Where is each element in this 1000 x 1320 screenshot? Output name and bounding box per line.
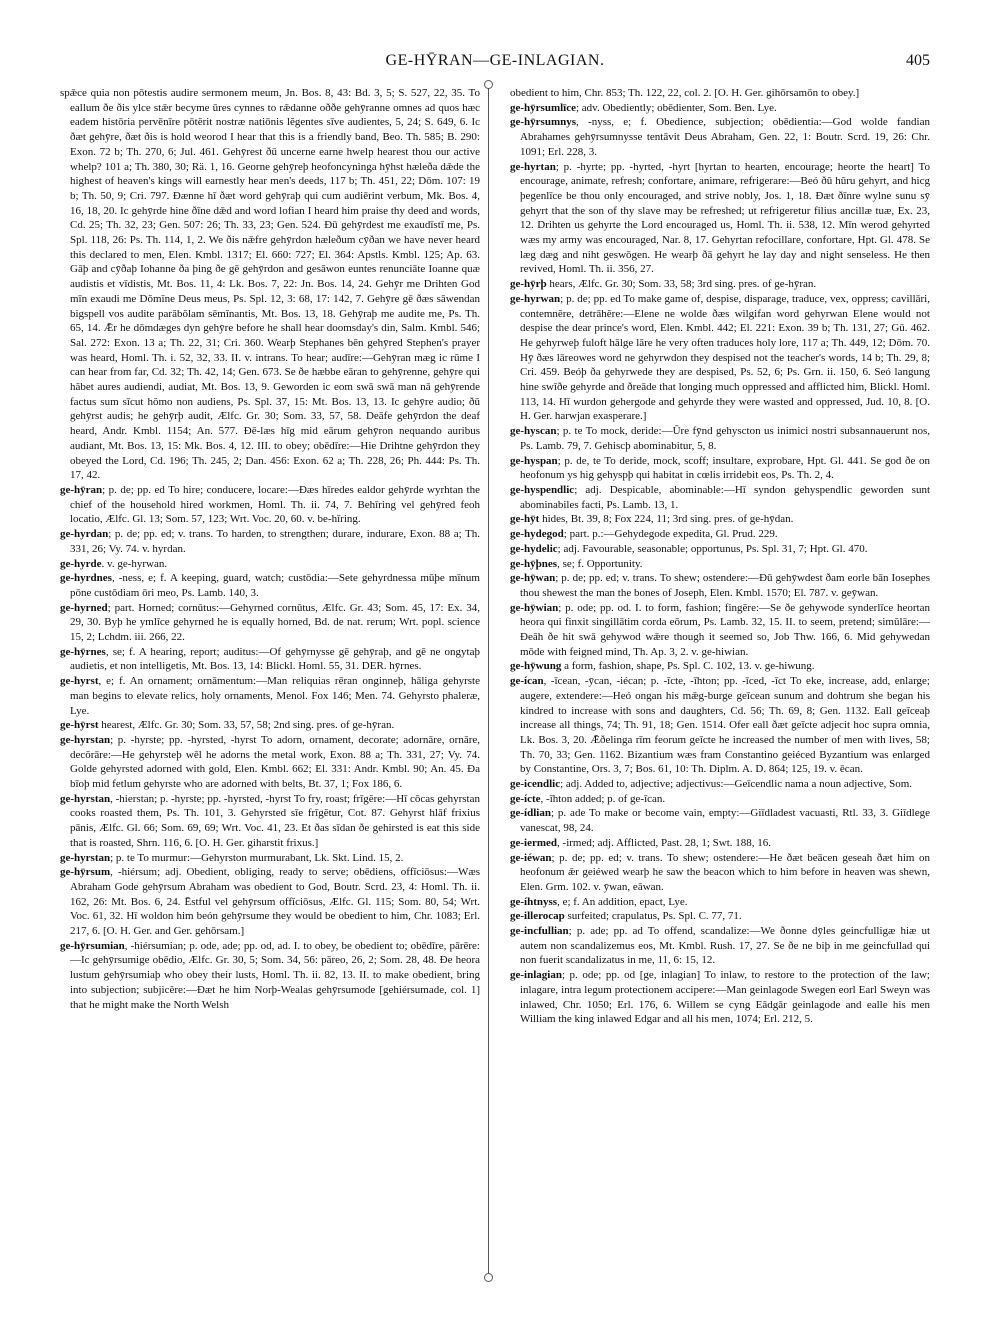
entry-headword: ge-icendlic bbox=[510, 778, 561, 791]
dictionary-entry bbox=[510, 895, 930, 910]
entry-text: ; p. -hyrte; pp. -hyrted, -hyrt [hyrtan to hearten, encourage; heorte the heart] To encourage, animate, refresh; confortare, animare, refrigerare:—Beó ðū hūru gehyrt, and hicg þegenlīce be thou only encouraged, and strive nobly, Jos. 1, 18. Ðæt ðīnre wylne sunu sȳ gehyrt that the son of thy slave may be refreshed; ut refrigeretur filius ancillæ tuæ, Ex. 23, 12. Drihten us gehyrte the Lord encouraged us, Homl. Th. ii. 538, 12. Mīn werod gehyrted wæs my army was encouraged, Nar. 8, 17. Gehyrtan refocillare, confortare, Hpt. Gl. 478. Se læg dæg and niht geswōgen. He wearþ ðā gehyrt he lay day and night senseless. He then revived, Homl. Th. ii. 356, 27. bbox=[520, 160, 930, 276]
dictionary-entry bbox=[510, 777, 930, 792]
entry-headword: ge-hȳþnes bbox=[510, 557, 558, 570]
entry-headword: ge-illerocap bbox=[510, 910, 565, 923]
dictionary-entry bbox=[60, 939, 480, 1013]
entry-headword: ge-hyrwan bbox=[510, 292, 561, 305]
entry-headword: ge-hydelic bbox=[510, 542, 558, 555]
dictionary-entry bbox=[60, 601, 480, 645]
running-head: GE-HȲRAN—GE-INLAGIAN. bbox=[385, 52, 605, 69]
entry-text: , se; f. Opportunity. bbox=[557, 557, 643, 570]
entry-text: hearest, Ælfc. Gr. 30; Som. 33, 57, 58; 2nd sing. pres. of ge-hȳran. bbox=[98, 719, 395, 732]
left-column bbox=[60, 86, 480, 1286]
dictionary-entry bbox=[60, 571, 480, 600]
entry-headword: ge-iéwan bbox=[510, 851, 552, 864]
right-column bbox=[510, 86, 930, 1286]
dictionary-entry bbox=[60, 792, 480, 851]
entry-text: , -irmed; adj. Afflicted, Past. 28, 1; Swt. 188, 16. bbox=[557, 836, 772, 849]
dictionary-entry bbox=[510, 160, 930, 278]
entry-text: ; p. de; pp. ed To hire; conducere, locare:—Ðæs hīredes ealdor gehȳrde wyrhtan the chief of the household hired workmen, Homl. Th. ii. 74, 7. Behīring vel gehȳred feoh locatio, Ælfc. Gl. 13; Som. 57, 123; Wrt. Voc. 20, 60. v. be-hīring. bbox=[70, 483, 480, 526]
dictionary-entry bbox=[510, 115, 930, 159]
entry-text: , e; f. An addition, epact, Lye. bbox=[557, 895, 688, 908]
entry-headword: ge-hȳwung bbox=[510, 660, 562, 673]
dictionary-entry bbox=[60, 733, 480, 792]
entry-text: ; p. ade To make or become vain, empty:—Giīdladest vacuasti, Rtl. 33, 3. Giīdlege vanescat, 98, 24. bbox=[520, 807, 930, 835]
entry-headword: ge-hyrstan bbox=[60, 792, 111, 805]
entry-headword: ge-hȳrsum bbox=[60, 866, 111, 879]
entry-text: ; p. de; pp. ed To make game of, despise, disparage, traduce, vex, oppress; cavillāri, contemnĕre, detrāhĕre:—Elene ne wolde ðæs wilgifan word gehyrwan Elene would not despise the dear prince's word, Elen. Kmbl. 442; El. 221: Exon. 39 b; Th. 131, 27; Gū. 462. He gehyrweþ fuloft hālge lāre he very often traduces holy lore, 117 a; Th. 449, 12; Dōm. 70. Hȳ ðæs lāreowes word ne gehyrwdon they despised not the teacher's words, 14 b; Th. 29, 8; Cri. 459. Beóþ ða gehyrwede they are despised, Ps. 52, 6; Ps. Grn. ii. 150, 6. Seó langung hine swīðe gehyrde and ðreāde that longing much oppressed and afflicted him, Blickl. Homl. 113, 14. Hī wurdon gehergode and gehyrde they were wasted and oppressed, Jud. 10, 8. [O. H. Ger. harwjan exasperare.] bbox=[520, 292, 930, 423]
entry-headword: ge-hyrstan bbox=[60, 851, 111, 864]
dictionary-entry bbox=[60, 674, 480, 718]
dictionary-entry bbox=[510, 101, 930, 116]
entry-text: hears, Ælfc. Gr. 30; Som. 33, 58; 3rd sing. pres. of ge-hȳran. bbox=[546, 278, 817, 291]
entry-text: surfeited; crapulatus, Ps. Spl. C. 77, 71. bbox=[564, 910, 742, 923]
entry-headword: ge-hyspendlic bbox=[510, 483, 575, 496]
entry-headword: ge-hyrtan bbox=[510, 160, 556, 173]
entry-text: ; part. Horned; cornūtus:—Gehyrned cornūtus, Ælfc. Gr. 43; Som. 45, 17: Ex. 34, 29, 30. Byþ he ymlīce gehyrned he is equally horned, Bd. de nat. rerum; Wrt. popl. science 15, 2; Lchdm. iii. 266, 22. bbox=[70, 601, 480, 644]
entry-headword: ge-hȳrsumlīce bbox=[510, 101, 576, 114]
entry-text: ; p. de; pp. ed; v. trans. To shew; ostendere:—He ðæt beācen geseah ðæt him on heofonum ǣr geiéwed wearþ he saw the beacon which to him before in heaven was shewn, Elen. Grm. 102. v. ȳwan, eāwan. bbox=[520, 851, 930, 893]
entry-headword: ge-hydegod bbox=[510, 528, 564, 541]
entry-headword: ge-hȳwian bbox=[510, 601, 559, 614]
dictionary-entry bbox=[60, 86, 480, 483]
entry-headword: ge-hyrstan bbox=[60, 733, 111, 746]
entry-text: ; p. de; pp. ed; v. trans. To harden, to strengthen; durare, indurare, Exon. 88 a; Th. 331, 26; Vy. 74. v. hyrdan. bbox=[70, 528, 480, 555]
dictionary-entry bbox=[510, 557, 930, 572]
entry-text: spǣce quia non pōtestis audire sermonem meum, Jn. Bos. 8, 43: Bd. 3, 5; S. 527, 22, 35. To eallum ðe ðis ylce stǣr becyme ūres cynnes to rǣdanne oððe gehȳranne omnes ad quos hæc eadem histōria pervēnīre pōtĕrit nostræ natiōnis lĕgentes sīve audientes, 5, 24; S. 649, 6. Ic ðæt gehȳre, ðæt ðis is hold weorod I hear that this is a friendly band, Beo. Th. 585; B. 290: Exon. 72 b; Th. 270, 6; Jul. 461. Gehȳrest ðū uncerne earne hwelp hearest thou our active whelp? 101 a; Th. 380, 30; Rä. 1, 16. Georne gehȳreþ heofoncyninga hȳhst hæleða dǣde the highest of heaven's kings will earnestly hear men's deeds, 117 b; Th. 451, 22; Dōm. 107: 19 b; Th. 50, 9; Cri. 797. Ðænne hī ðæt word gehȳraþ qui cum audiērint verbum, Mk. Bos. 4, 16, 18, 20. Ic gehȳrde hine ðīne dǣd and word lofian I heard him praise thy deed and words, Cd. 25; Th. 32, 23; Gen. 507: 26; Th. 33, 23; Gen. 524. Ðū gehȳrdest me exaudīstī me, Ps. Spl. 118, 26: Ps. Th. 114, 1, 2. We ðis nǣfre gehȳrdon hæleðum cȳðan we have never heard this declared to men, Elen. Kmbl. 1317; El. 660: 727; El. 364: Apstls. Kmbl. 125; Ap. 63. Gāþ and cȳðaþ Iohanne ða þing ðe gē gehȳrdon and gesāwon euntes renunciāte Ioanne quæ audistis et vīdistis, Mt. Bos. 11, 4: Lk. Bos. 7, 22: Jn. Bos. 14, 24. Gehȳr me Drihten God mīn exaudi me Dŏmĭne Deus meus, Ps. Spl. 12, 3: 68, 17: 142, 7. Gehȳre gē ðæs sāwendan bigspell vos audite parăbŏlam sēmĭnantis, Mt. Bos. 13, 18. Gehȳraþ me audite me, Ps. Th. 65, 14. Ǣr he dōmdæges dyn gehȳre before he shall hear doomsday's din, Salm. Kmbl. 546; Sal. 272: Exon. 13 a; Th. 22, 31; Cri. 360. Wearþ Stephanes bēn gehȳred Stephen's prayer was heard, Homl. Th. i. 52, 32, 33. II. v. intrans. To hear; audīre:—Gehȳran mæg ic rūme I can hear from far, Cd. 32; Th. 42, 14; Gen. 673. Se ðe hæbbe eāran to gehȳrenne, gehȳre qui hăbet aures audiendi, audiat, Mt. Bos. 13, 9. Geworden ic eom swā swā man nā gehȳrende factus sum sīcut hŏmo non audiens, Ps. Spl. 37, 15: Mt. Bos. 13, 13. Ic gehȳre audio; ðū gehȳrst audis; he gehȳrþ audit, Ælfc. Gr. 30; Som. 33, 57, 58. Deāfe gehȳrdon the deaf heard, Andr. Kmbl. 1154; An. 577. Ðē-læs hīg mid eārum gehȳron nequando auribus audiant, Mt. Bos. 13, 15: Mk. Bos. 4, 12. III. to obey; obēdīre:—Hie Drihtne gehȳrdon they obeyed the Lord, Cd. 196; Th. 245, 2; Dan. 456: Exon. 62 a; Th. 228, 26; Ph. 444: Ps. Th. 17, 42. bbox=[60, 87, 480, 482]
dictionary-entry bbox=[510, 659, 930, 674]
dictionary-entry bbox=[510, 424, 930, 453]
entry-text: , -hierstan; p. -hyrste; pp. -hyrsted, -hyrst To fry, roast; frīgĕre:—Hī cōcas gehyrstan cooks roasted them, Ps. Th. 101, 3. Gehyrsted sīe frīgĕtur, Cot. 87. Gehyrst hlāf frixius pānis, Ælfc. Gl. 66; Som. 69, 69; Wrt. Voc. 41, 23. Et ðas sīdan ðe gehirsted is eat this side that is roasted, Shrn. 116, 6. [O. H. Ger. giharstit frixus.] bbox=[70, 792, 480, 849]
dictionary-entry bbox=[510, 851, 930, 895]
entry-headword: ge-hyspan bbox=[510, 454, 558, 467]
entry-text: ; p. de, te To deride, mock, scoff; insultare, exprobare, Hpt. Gl. 441. Se god ðe on heofonum ys hig gehyspþ qui habitat in cœlis irridebit eos, Ps. Th. 2, 4. bbox=[520, 454, 930, 482]
dictionary-entry bbox=[60, 483, 480, 527]
dictionary-entry bbox=[510, 527, 930, 542]
dictionary-entry bbox=[510, 277, 930, 292]
entry-headword: ge-incfullian bbox=[510, 925, 569, 938]
dictionary-entry bbox=[510, 454, 930, 483]
entry-text: ; p. de; pp. ed; v. trans. To shew; ostendere:—Ðū gehȳwdest ðam eorle bān Iosephes thou shewest the man the bones of Joseph, Elen. Kmbl. 1570; El. 787. v. geȳwan. bbox=[520, 572, 930, 599]
dictionary-entry bbox=[510, 601, 930, 660]
entry-text: , -hiérsumian; p. ode, ade; pp. od, ad. I. to obey, be obedient to; obēdīre, pārēre:—Ic gehȳrsumige obēdio, Ælfc. Gr. 30, 5; Som. 34, 56: pāreo, 26, 2; Som. 28, 48. Ðe heora lustum gehȳrsumiaþ who obey their lusts, Homl. Th. ii. 82, 13. II. to make obedient, bring into subjection; subjicĕre:—Ðæt he him Norþ-Wealas gehȳrsumode [gehiérsumade, col. 1] that he might make the North Welsh bbox=[70, 939, 480, 1011]
entry-text: , -īhton added; p. of ge-īcan. bbox=[540, 792, 666, 805]
dictionary-entry bbox=[510, 86, 930, 101]
dictionary-entry bbox=[510, 483, 930, 512]
dictionary-entry bbox=[510, 909, 930, 924]
entry-text: ; adj. Added to, adjective; adjectivus:—Geīcendlic nama a noun adjective, Som. bbox=[560, 778, 913, 791]
dictionary-entry bbox=[60, 527, 480, 556]
entry-text: ; part. p.:—Gehydegode expedita, Gl. Prud. 229. bbox=[563, 528, 778, 541]
dictionary-entry bbox=[510, 836, 930, 851]
entry-headword: ge-hyrst bbox=[60, 675, 99, 688]
entry-headword: ge-hyscan bbox=[510, 425, 557, 438]
entry-text: , e; f. An ornament; ornāmentum:—Man reliquias rēran onginneþ, hāliga gehyrste man begins to elevate relics, holy ornaments, Menol. Fox 146; Men. 74. Gehyrsto phaleræ, Lye. bbox=[70, 675, 480, 717]
entry-text: ; adv. Obediently; obēdienter, Som. Ben. Lye. bbox=[575, 101, 777, 114]
entry-text: obedient to him, Chr. 853; Th. 122, 22, col. 2. [O. H. Ger. gihōrsamōn to obey.] bbox=[510, 87, 860, 99]
entry-text: , -ness, e; f. A keeping, guard, watch; custōdia:—Sete gehyrdnessa mūþe mīnum pōne custōdiam ōri meo, Ps. Lamb. 140, 3. bbox=[70, 572, 480, 599]
dictionary-entry bbox=[60, 851, 480, 866]
entry-text: ; p. ode; pp. od. I. to form, fashion; fingĕre:—Se ðe gehywode synderlīce heortan heora qui finxit singillātim corda eōrum, Ps. Lamb. 32, 15. II. to seem, pretend; simŭlāre:—Ðeāh ðe hit swā gehywod wǣre though it seemed so, Job Thw. 166, 6. Mid gehywedan mōde with feigned mind, Th. Ap. 3, 2. v. ge-hiwian. bbox=[520, 601, 930, 658]
entry-text: ; p. -hyrste; pp. -hyrsted, -hyrst To adorn, ornament, decorate; adornāre, ornāre, decŏrāre:—He gehyrsteþ wēl he adorns the metal work, Exon. 88 a; Th. 331, 27; Vy. 74. Golde gehyrsted adorned with gold, Elen. Kmbl. 662; El. 331: Andr. Kmbl. 90; An. 45. Ða bīoþ mid fetlum gehyrste who are adorned with belts, Bt. 37, 1; Fox 186, 6. bbox=[70, 733, 480, 791]
entry-text: ; p. ode; pp. od [ge, inlagian] To inlaw, to restore to the protection of the law; inlagare, intra legum protectionem accipere:—Man geinlagode Swegen eorl Earl Sweyn was inlawed, Chr. 1050; Erl. 176, 6. Willem se cyng Eādgār geinlagode and ealle his men William the king inlawed Edgar and all his men, 1074; Erl. 212, 5. bbox=[520, 969, 930, 1026]
dictionary-entry bbox=[510, 512, 930, 527]
entry-text: ; p. te To mock, deride:—Ūre fȳnd gehyscton us inimici nostri subsannauerunt nos, Ps. Lamb. 79, 7. Gehiscþ abominabitur, 5, 8. bbox=[520, 425, 930, 452]
entry-text: , -hiérsum; adj. Obedient, obliging, ready to serve; obēdiens, offĭciōsus:—Wæs Abraham Gode gehȳrsum Abraham was obedient to God, Boutr. Scrd. 23, 4: Homl. Th. ii. 162, 26: Mt. Bos. 6, 24. Ēstful vel gehȳrsum offĭciōsus, Ælfc. Gl. 115; Som. 80, 54; Wrt. Voc. 61, 32. Hī woldon him beón gehȳrsume they would be obedient to him, Chr. 1083; Erl. 217, 6. [O. H. Ger. and Ger. gehōrsam.] bbox=[70, 866, 480, 938]
dictionary-entry bbox=[510, 968, 930, 1027]
dictionary-entry bbox=[510, 674, 930, 777]
entry-headword: ge-hȳran bbox=[60, 483, 103, 496]
page-header bbox=[60, 52, 930, 76]
entry-text: , -īcean, -ȳcan, -iécan; p. -īcte, -īhton; pp. -īced, -īct To eke, increase, add, enlarge; augere, extendere:—Heó ongan his mǣg-burge geīcean sunum and dohtrum she began his kindred to increase with sons and daughters, Cd. 56; Th. 69, 8; Gen. 1132. Eall geīceaþ increase all things, 74; Th. 91, 18; Gen. 1514. Ofer eall ðæt geīcte adjecit hoc supra omnia, Lk. Bos. 3, 20. Ǣðelinga rīm feorum geīcte he increased the number of men with lives, 58; Th. 70, 33; Gen. 1162. Bizantium wæs fram Constantino geiéced Byzantium was enlarged by Constantine, Ors. 3, 7; Bos. 61, 10: Th. Diplm. A. D. 864; 125, 19. v. ēcan. bbox=[520, 675, 930, 776]
text-columns bbox=[60, 86, 930, 1286]
entry-headword: ge-hȳrsumnys bbox=[510, 116, 577, 129]
dictionary-entry bbox=[510, 292, 930, 424]
entry-text: a form, fashion, shape, Ps. Spl. C. 102, 13. v. ge-hiwung. bbox=[561, 660, 815, 673]
entry-headword: ge-hyrned bbox=[60, 601, 108, 614]
dictionary-entry bbox=[60, 557, 480, 572]
entry-headword: ge-hyrdan bbox=[60, 528, 109, 541]
entry-headword: ge-ícan bbox=[510, 675, 544, 688]
entry-headword: ge-ídlian bbox=[510, 807, 551, 820]
entry-headword: ge-hȳrst bbox=[60, 719, 99, 732]
dictionary-entry bbox=[510, 806, 930, 835]
entry-text: ; p. te To murmur:—Gehyrston murmurabant, Lk. Skt. Lind. 15, 2. bbox=[110, 851, 404, 864]
entry-text: . v. ge-hyrwan. bbox=[101, 557, 168, 570]
entry-text: hides, Bt. 39, 8; Fox 224, 11; 3rd sing. pres. of ge-hȳdan. bbox=[539, 513, 794, 526]
entry-text: , -nyss, e; f. Obedience, subjection; obēdientia:—God wolde fandian Abrahames gehȳrsumnysse tentāvit Deus Abraham, Gen. 22, 1: Boutr. Scrd. 19, 26: Chr. 1091; Erl. 228, 3. bbox=[520, 116, 930, 158]
entry-text: ; adj. Despicable, abominable:—Hī syndon gehyspendlic geworden sunt abominabiles facti, Ps. Lamb. 13, 1. bbox=[520, 483, 930, 511]
dictionary-entry bbox=[510, 571, 930, 600]
entry-text: ; p. ade; pp. ad To offend, scandalize:—We ðonne dȳles geincfulligæ hiæ ut autem non scandalizemus eos, Mt. Kmbl. Rush. 17, 27. Se ðe ne biþ in me geincfullad qui non fuerit scandalizatus in me, 11, 6: 15, 12. bbox=[520, 925, 930, 967]
entry-headword: ge-inlagian bbox=[510, 969, 562, 982]
dictionary-entry bbox=[510, 924, 930, 968]
dictionary-entry bbox=[510, 542, 930, 557]
entry-headword: ge-hyrde bbox=[60, 557, 102, 570]
entry-headword: ge-hȳt bbox=[510, 513, 540, 526]
entry-headword: ge-hȳwan bbox=[510, 572, 556, 585]
entry-headword: ge-ícte bbox=[510, 792, 541, 805]
dictionary-entry bbox=[510, 792, 930, 807]
entry-headword: ge-hȳrnes bbox=[60, 645, 106, 658]
entry-text: , se; f. A hearing, report; auditus:—Of gehȳrnysse gē gehȳraþ, and gē ne ongytaþ audietis, et non intelligetis, Mt. Bos. 13, 14: Blickl. Homl. 55, 31. DER. hȳrnes. bbox=[70, 645, 480, 673]
page-number: 405 bbox=[906, 52, 930, 69]
entry-headword: ge-íhtnyss bbox=[510, 895, 558, 908]
dictionary-entry bbox=[60, 865, 480, 939]
dictionary-entry bbox=[60, 718, 480, 733]
entry-headword: ge-hyrdnes bbox=[60, 572, 112, 585]
dictionary-entry bbox=[60, 645, 480, 674]
entry-text: ; adj. Favourable, seasonable; opportunus, Ps. Spl. 31, 7; Hpt. Gl. 470. bbox=[557, 542, 868, 555]
entry-headword: ge-iermed bbox=[510, 836, 558, 849]
entry-headword: ge-hȳrsumian bbox=[60, 939, 125, 952]
entry-headword: ge-hȳrþ bbox=[510, 278, 547, 291]
